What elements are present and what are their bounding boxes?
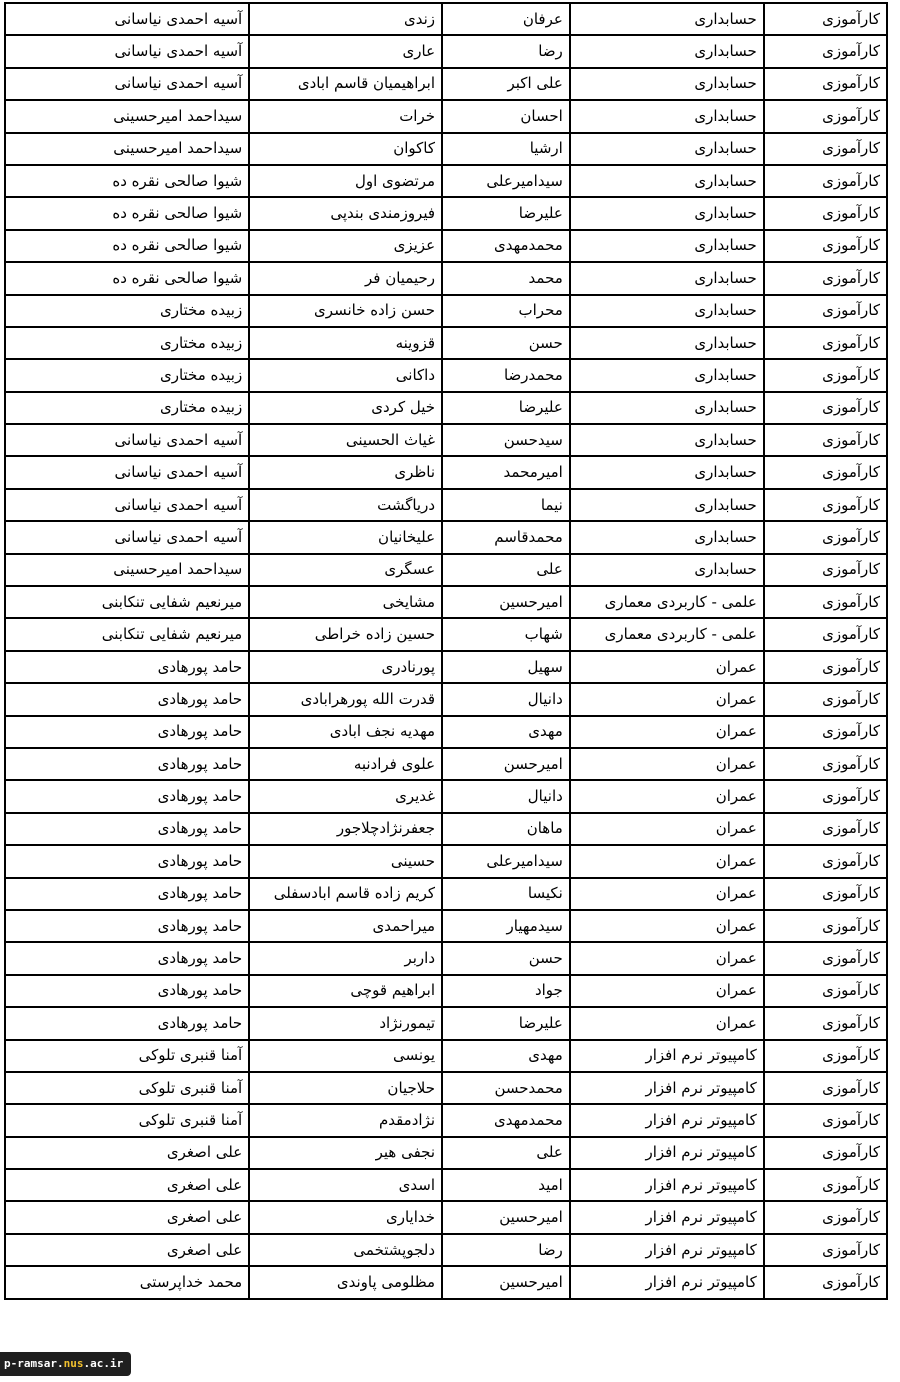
cell-type: کارآموزی (764, 813, 887, 845)
cell-supervisor: حامد پورهادی (5, 716, 249, 748)
cell-type: کارآموزی (764, 651, 887, 683)
cell-supervisor: زبیده مختاری (5, 295, 249, 327)
cell-type: کارآموزی (764, 456, 887, 488)
cell-first-name: جواد (442, 975, 570, 1007)
cell-last-name: ابراهیمیان قاسم ابادی (249, 68, 442, 100)
cell-first-name: امیرمحمد (442, 456, 570, 488)
cell-last-name: جعفرنژادچلاجور (249, 813, 442, 845)
cell-first-name: نکیسا (442, 878, 570, 910)
cell-supervisor: حامد پورهادی (5, 878, 249, 910)
cell-field: عمران (570, 651, 764, 683)
cell-type: کارآموزی (764, 3, 887, 35)
cell-first-name: ماهان (442, 813, 570, 845)
cell-last-name: حسین زاده خراطی (249, 618, 442, 650)
cell-type: کارآموزی (764, 35, 887, 67)
cell-first-name: مهدی (442, 716, 570, 748)
cell-last-name: داکانی (249, 359, 442, 391)
cell-last-name: اسدی (249, 1169, 442, 1201)
cell-field: حسابداری (570, 554, 764, 586)
cell-field: کامپیوتر نرم افزار (570, 1137, 764, 1169)
cell-supervisor: شیوا صالحی نقره ده (5, 165, 249, 197)
cell-field: حسابداری (570, 3, 764, 35)
cell-supervisor: محمد خداپرستی (5, 1266, 249, 1298)
table-row (5, 68, 887, 100)
cell-field: حسابداری (570, 327, 764, 359)
table-row (5, 100, 887, 132)
cell-type: کارآموزی (764, 878, 887, 910)
cell-field: حسابداری (570, 359, 764, 391)
cell-last-name: حلاجیان (249, 1072, 442, 1104)
cell-supervisor: علی اصغری (5, 1137, 249, 1169)
cell-supervisor: آسیه احمدی نیاسانی (5, 35, 249, 67)
cell-field: حسابداری (570, 489, 764, 521)
table-row (5, 1137, 887, 1169)
cell-first-name: شهاب (442, 618, 570, 650)
table-row (5, 748, 887, 780)
cell-supervisor: سیداحمد امیرحسینی (5, 100, 249, 132)
cell-last-name: دلجوپشتخمی (249, 1234, 442, 1266)
table-row (5, 1007, 887, 1039)
table-row (5, 359, 887, 391)
cell-type: کارآموزی (764, 942, 887, 974)
table-row (5, 651, 887, 683)
cell-field: حسابداری (570, 392, 764, 424)
cell-first-name: دانیال (442, 683, 570, 715)
cell-first-name: سیدامیرعلی (442, 845, 570, 877)
cell-last-name: ابراهیم قوچی (249, 975, 442, 1007)
cell-field: کامپیوتر نرم افزار (570, 1201, 764, 1233)
table-row (5, 910, 887, 942)
cell-supervisor: آسیه احمدی نیاسانی (5, 3, 249, 35)
table-row (5, 845, 887, 877)
cell-supervisor: آمنا قنبری تلوکی (5, 1040, 249, 1072)
table-row (5, 521, 887, 553)
cell-type: کارآموزی (764, 521, 887, 553)
cell-last-name: کاکوان (249, 133, 442, 165)
cell-type: کارآموزی (764, 1104, 887, 1136)
cell-first-name: محمدحسن (442, 1072, 570, 1104)
cell-field: حسابداری (570, 68, 764, 100)
cell-first-name: محمدقاسم (442, 521, 570, 553)
cell-field: حسابداری (570, 424, 764, 456)
cell-field: کامپیوتر نرم افزار (570, 1104, 764, 1136)
cell-type: کارآموزی (764, 975, 887, 1007)
cell-field: عمران (570, 780, 764, 812)
table-row (5, 1072, 887, 1104)
cell-supervisor: سیداحمد امیرحسینی (5, 133, 249, 165)
cell-last-name: مظلومی پاوندی (249, 1266, 442, 1298)
cell-supervisor: شیوا صالحی نقره ده (5, 262, 249, 294)
cell-type: کارآموزی (764, 262, 887, 294)
cell-supervisor: آسیه احمدی نیاسانی (5, 424, 249, 456)
cell-type: کارآموزی (764, 780, 887, 812)
cell-last-name: عزیزی (249, 230, 442, 262)
cell-supervisor: زبیده مختاری (5, 327, 249, 359)
cell-last-name: مهدیه نجف ابادی (249, 716, 442, 748)
cell-supervisor: حامد پورهادی (5, 813, 249, 845)
table-row (5, 780, 887, 812)
cell-last-name: غیاث الحسینی (249, 424, 442, 456)
cell-first-name: امیرحسین (442, 1201, 570, 1233)
cell-last-name: خیل کردی (249, 392, 442, 424)
cell-supervisor: علی اصغری (5, 1234, 249, 1266)
cell-type: کارآموزی (764, 1072, 887, 1104)
cell-field: حسابداری (570, 295, 764, 327)
cell-last-name: زندی (249, 3, 442, 35)
cell-last-name: فیروزمندی بندپی (249, 197, 442, 229)
cell-supervisor: آمنا قنبری تلوکی (5, 1072, 249, 1104)
cell-last-name: قدرت الله پورهرابادی (249, 683, 442, 715)
cell-supervisor: میرنعیم شفایی تنکابنی (5, 618, 249, 650)
cell-field: حسابداری (570, 456, 764, 488)
cell-supervisor: آسیه احمدی نیاسانی (5, 521, 249, 553)
cell-supervisor: حامد پورهادی (5, 845, 249, 877)
cell-supervisor: زبیده مختاری (5, 359, 249, 391)
cell-field: عمران (570, 716, 764, 748)
table-row (5, 392, 887, 424)
table-row (5, 197, 887, 229)
table-row (5, 133, 887, 165)
cell-field: کامپیوتر نرم افزار (570, 1040, 764, 1072)
cell-last-name: داربر (249, 942, 442, 974)
cell-supervisor: شیوا صالحی نقره ده (5, 230, 249, 262)
cell-first-name: علی (442, 554, 570, 586)
cell-type: کارآموزی (764, 845, 887, 877)
cell-supervisor: حامد پورهادی (5, 748, 249, 780)
roster-body (5, 3, 887, 1299)
cell-last-name: مشایخی (249, 586, 442, 618)
table-row (5, 456, 887, 488)
cell-first-name: محمد (442, 262, 570, 294)
cell-field: حسابداری (570, 133, 764, 165)
cell-last-name: نژادمقدم (249, 1104, 442, 1136)
table-row (5, 878, 887, 910)
cell-last-name: علیخانیان (249, 521, 442, 553)
cell-type: کارآموزی (764, 1234, 887, 1266)
table-row (5, 618, 887, 650)
cell-supervisor: حامد پورهادی (5, 1007, 249, 1039)
cell-first-name: محمدمهدی (442, 230, 570, 262)
cell-supervisor: آمنا قنبری تلوکی (5, 1104, 249, 1136)
cell-last-name: کریم زاده قاسم ابادسفلی (249, 878, 442, 910)
table-row (5, 1234, 887, 1266)
cell-type: کارآموزی (764, 554, 887, 586)
cell-field: حسابداری (570, 197, 764, 229)
cell-type: کارآموزی (764, 586, 887, 618)
cell-type: کارآموزی (764, 197, 887, 229)
cell-first-name: امیرحسین (442, 586, 570, 618)
cell-first-name: حسن (442, 327, 570, 359)
table-row (5, 1169, 887, 1201)
table-row (5, 489, 887, 521)
cell-type: کارآموزی (764, 295, 887, 327)
table-row (5, 424, 887, 456)
cell-first-name: عرفان (442, 3, 570, 35)
cell-type: کارآموزی (764, 327, 887, 359)
cell-first-name: ارشیا (442, 133, 570, 165)
cell-type: کارآموزی (764, 1007, 887, 1039)
cell-field: حسابداری (570, 165, 764, 197)
cell-first-name: امید (442, 1169, 570, 1201)
cell-field: حسابداری (570, 521, 764, 553)
cell-field: عمران (570, 813, 764, 845)
cell-first-name: علی (442, 1137, 570, 1169)
cell-first-name: علیرضا (442, 1007, 570, 1039)
cell-type: کارآموزی (764, 618, 887, 650)
cell-field: عمران (570, 942, 764, 974)
cell-first-name: دانیال (442, 780, 570, 812)
watermark-part-a: p-ramsar. (4, 1357, 64, 1370)
cell-field: حسابداری (570, 35, 764, 67)
cell-supervisor: حامد پورهادی (5, 651, 249, 683)
cell-last-name: علوی فرادنبه (249, 748, 442, 780)
cell-field: کامپیوتر نرم افزار (570, 1072, 764, 1104)
cell-last-name: پورنادری (249, 651, 442, 683)
cell-last-name: تیمورنژاد (249, 1007, 442, 1039)
cell-last-name: قزوینه (249, 327, 442, 359)
cell-field: کامپیوتر نرم افزار (570, 1234, 764, 1266)
cell-first-name: احسان (442, 100, 570, 132)
cell-supervisor: آسیه احمدی نیاسانی (5, 68, 249, 100)
watermark-part-c: .ac.ir (83, 1357, 124, 1370)
cell-last-name: دریاگشت (249, 489, 442, 521)
cell-first-name: حسن (442, 942, 570, 974)
cell-field: عمران (570, 975, 764, 1007)
cell-field: حسابداری (570, 100, 764, 132)
cell-supervisor: علی اصغری (5, 1201, 249, 1233)
cell-type: کارآموزی (764, 748, 887, 780)
cell-supervisor: زبیده مختاری (5, 392, 249, 424)
site-watermark (0, 1352, 131, 1376)
cell-type: کارآموزی (764, 716, 887, 748)
cell-last-name: حسن زاده خانسری (249, 295, 442, 327)
cell-first-name: محمدرضا (442, 359, 570, 391)
cell-first-name: محمدمهدی (442, 1104, 570, 1136)
cell-type: کارآموزی (764, 133, 887, 165)
table-row (5, 1201, 887, 1233)
cell-last-name: عسگری (249, 554, 442, 586)
cell-field: کامپیوتر نرم افزار (570, 1169, 764, 1201)
cell-last-name: ناظری (249, 456, 442, 488)
cell-supervisor: میرنعیم شفایی تنکابنی (5, 586, 249, 618)
cell-last-name: خدایاری (249, 1201, 442, 1233)
cell-field: عمران (570, 878, 764, 910)
table-row (5, 813, 887, 845)
table-row (5, 230, 887, 262)
cell-supervisor: آسیه احمدی نیاسانی (5, 489, 249, 521)
cell-type: کارآموزی (764, 100, 887, 132)
cell-supervisor: آسیه احمدی نیاسانی (5, 456, 249, 488)
table-row (5, 554, 887, 586)
cell-supervisor: حامد پورهادی (5, 683, 249, 715)
cell-type: کارآموزی (764, 1040, 887, 1072)
cell-type: کارآموزی (764, 683, 887, 715)
table-row (5, 327, 887, 359)
table-row (5, 1266, 887, 1298)
table-row (5, 3, 887, 35)
cell-first-name: امیرحسین (442, 1266, 570, 1298)
cell-first-name: سیدمهیار (442, 910, 570, 942)
table-row (5, 586, 887, 618)
table-row (5, 295, 887, 327)
cell-supervisor: حامد پورهادی (5, 780, 249, 812)
cell-first-name: مهدی (442, 1040, 570, 1072)
table-row (5, 35, 887, 67)
cell-first-name: رضا (442, 35, 570, 67)
cell-type: کارآموزی (764, 1137, 887, 1169)
table-row (5, 1104, 887, 1136)
table-row (5, 716, 887, 748)
cell-first-name: رضا (442, 1234, 570, 1266)
cell-first-name: سیدامیرعلی (442, 165, 570, 197)
cell-last-name: نجفی هیر (249, 1137, 442, 1169)
internship-roster-table (4, 2, 888, 1300)
cell-field: حسابداری (570, 262, 764, 294)
cell-type: کارآموزی (764, 68, 887, 100)
cell-first-name: علیرضا (442, 392, 570, 424)
cell-field: عمران (570, 845, 764, 877)
table-row (5, 942, 887, 974)
cell-first-name: امیرحسن (442, 748, 570, 780)
cell-field: عمران (570, 748, 764, 780)
cell-last-name: میراحمدی (249, 910, 442, 942)
cell-supervisor: علی اصغری (5, 1169, 249, 1201)
cell-first-name: علی اکبر (442, 68, 570, 100)
cell-supervisor: حامد پورهادی (5, 975, 249, 1007)
cell-supervisor: سیداحمد امیرحسینی (5, 554, 249, 586)
cell-first-name: علیرضا (442, 197, 570, 229)
cell-last-name: خرات (249, 100, 442, 132)
cell-first-name: نیما (442, 489, 570, 521)
cell-field: حسابداری (570, 230, 764, 262)
cell-field: عمران (570, 683, 764, 715)
cell-type: کارآموزی (764, 359, 887, 391)
cell-supervisor: شیوا صالحی نقره ده (5, 197, 249, 229)
cell-supervisor: حامد پورهادی (5, 910, 249, 942)
table-row (5, 1040, 887, 1072)
watermark-part-b: nus (63, 1357, 84, 1370)
cell-type: کارآموزی (764, 1169, 887, 1201)
cell-first-name: سیدحسن (442, 424, 570, 456)
cell-type: کارآموزی (764, 1266, 887, 1298)
cell-type: کارآموزی (764, 165, 887, 197)
cell-type: کارآموزی (764, 424, 887, 456)
table-row (5, 975, 887, 1007)
cell-type: کارآموزی (764, 910, 887, 942)
cell-type: کارآموزی (764, 392, 887, 424)
cell-field: عمران (570, 1007, 764, 1039)
cell-type: کارآموزی (764, 1201, 887, 1233)
cell-supervisor: حامد پورهادی (5, 942, 249, 974)
cell-field: علمی - کاربردی معماری (570, 586, 764, 618)
table-row (5, 165, 887, 197)
cell-first-name: محراب (442, 295, 570, 327)
cell-last-name: غدیری (249, 780, 442, 812)
cell-last-name: مرتضوی اول (249, 165, 442, 197)
cell-type: کارآموزی (764, 489, 887, 521)
cell-type: کارآموزی (764, 230, 887, 262)
cell-last-name: یونسی (249, 1040, 442, 1072)
table-row (5, 262, 887, 294)
cell-last-name: حسینی (249, 845, 442, 877)
table-row (5, 683, 887, 715)
cell-field: عمران (570, 910, 764, 942)
cell-field: علمی - کاربردی معماری (570, 618, 764, 650)
cell-last-name: رحیمیان فر (249, 262, 442, 294)
cell-last-name: عاری (249, 35, 442, 67)
cell-field: کامپیوتر نرم افزار (570, 1266, 764, 1298)
cell-first-name: سهیل (442, 651, 570, 683)
